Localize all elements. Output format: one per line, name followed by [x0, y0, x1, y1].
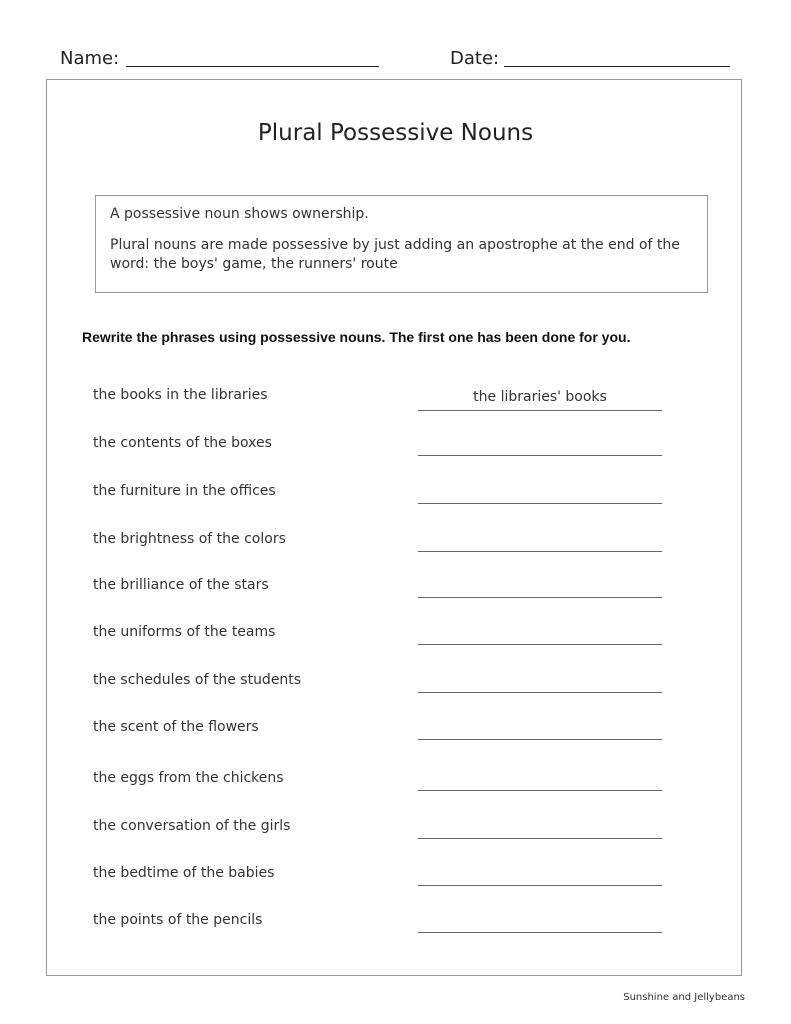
- info-rule: Plural nouns are made possessive by just adding an apostrophe at the end of the word: the boys' game, the runners' route: [110, 237, 680, 272]
- phrase: the books in the libraries: [93, 387, 268, 403]
- phrase: the brilliance of the stars: [93, 577, 269, 593]
- answer-line[interactable]: [418, 597, 662, 598]
- date-label: Date:: [450, 48, 500, 69]
- exercise-row: [0, 435, 791, 465]
- exercise-row: [0, 912, 791, 942]
- name-field[interactable]: [126, 66, 379, 67]
- answer-line[interactable]: [418, 885, 662, 886]
- answer-line[interactable]: [418, 551, 662, 552]
- answer-line[interactable]: [418, 410, 662, 411]
- date-field[interactable]: [504, 66, 730, 67]
- answer-line[interactable]: [418, 503, 662, 504]
- exercise-row: [0, 483, 791, 513]
- phrase: the furniture in the offices: [93, 483, 276, 499]
- info-box: [95, 195, 708, 293]
- credit-text: Sunshine and Jellybeans: [623, 992, 745, 1003]
- answer-text: the libraries' books: [473, 389, 607, 405]
- answer-line[interactable]: [418, 455, 662, 456]
- exercise-row: [0, 719, 791, 749]
- page-title: Plural Possessive Nouns: [257, 120, 534, 146]
- phrase: the uniforms of the teams: [93, 624, 276, 640]
- phrase: the bedtime of the babies: [93, 865, 275, 881]
- phrase: the contents of the boxes: [93, 435, 272, 451]
- instructions: Rewrite the phrases using possessive nouns. The first one has been done for you.: [82, 329, 631, 345]
- phrase: the eggs from the chickens: [93, 770, 284, 786]
- exercise-row: [0, 865, 791, 895]
- exercise-row: [0, 624, 791, 654]
- name-label: Name:: [60, 48, 120, 69]
- answer-line[interactable]: [418, 838, 662, 839]
- answer-line[interactable]: [418, 790, 662, 791]
- phrase: the scent of the flowers: [93, 719, 259, 735]
- answer-line[interactable]: [418, 932, 662, 933]
- info-definition: A possessive noun shows ownership.: [110, 206, 369, 222]
- answer-line[interactable]: [418, 692, 662, 693]
- exercise-row: [0, 672, 791, 702]
- exercise-row: [0, 577, 791, 607]
- phrase: the brightness of the colors: [93, 531, 286, 547]
- exercise-row: [0, 387, 791, 417]
- phrase: the schedules of the students: [93, 672, 302, 688]
- exercise-row: [0, 818, 791, 848]
- exercise-row: [0, 531, 791, 561]
- answer-line[interactable]: [418, 739, 662, 740]
- phrase: the points of the pencils: [93, 912, 263, 928]
- phrase: the conversation of the girls: [93, 818, 291, 834]
- exercise-row: [0, 770, 791, 800]
- answer-line[interactable]: [418, 644, 662, 645]
